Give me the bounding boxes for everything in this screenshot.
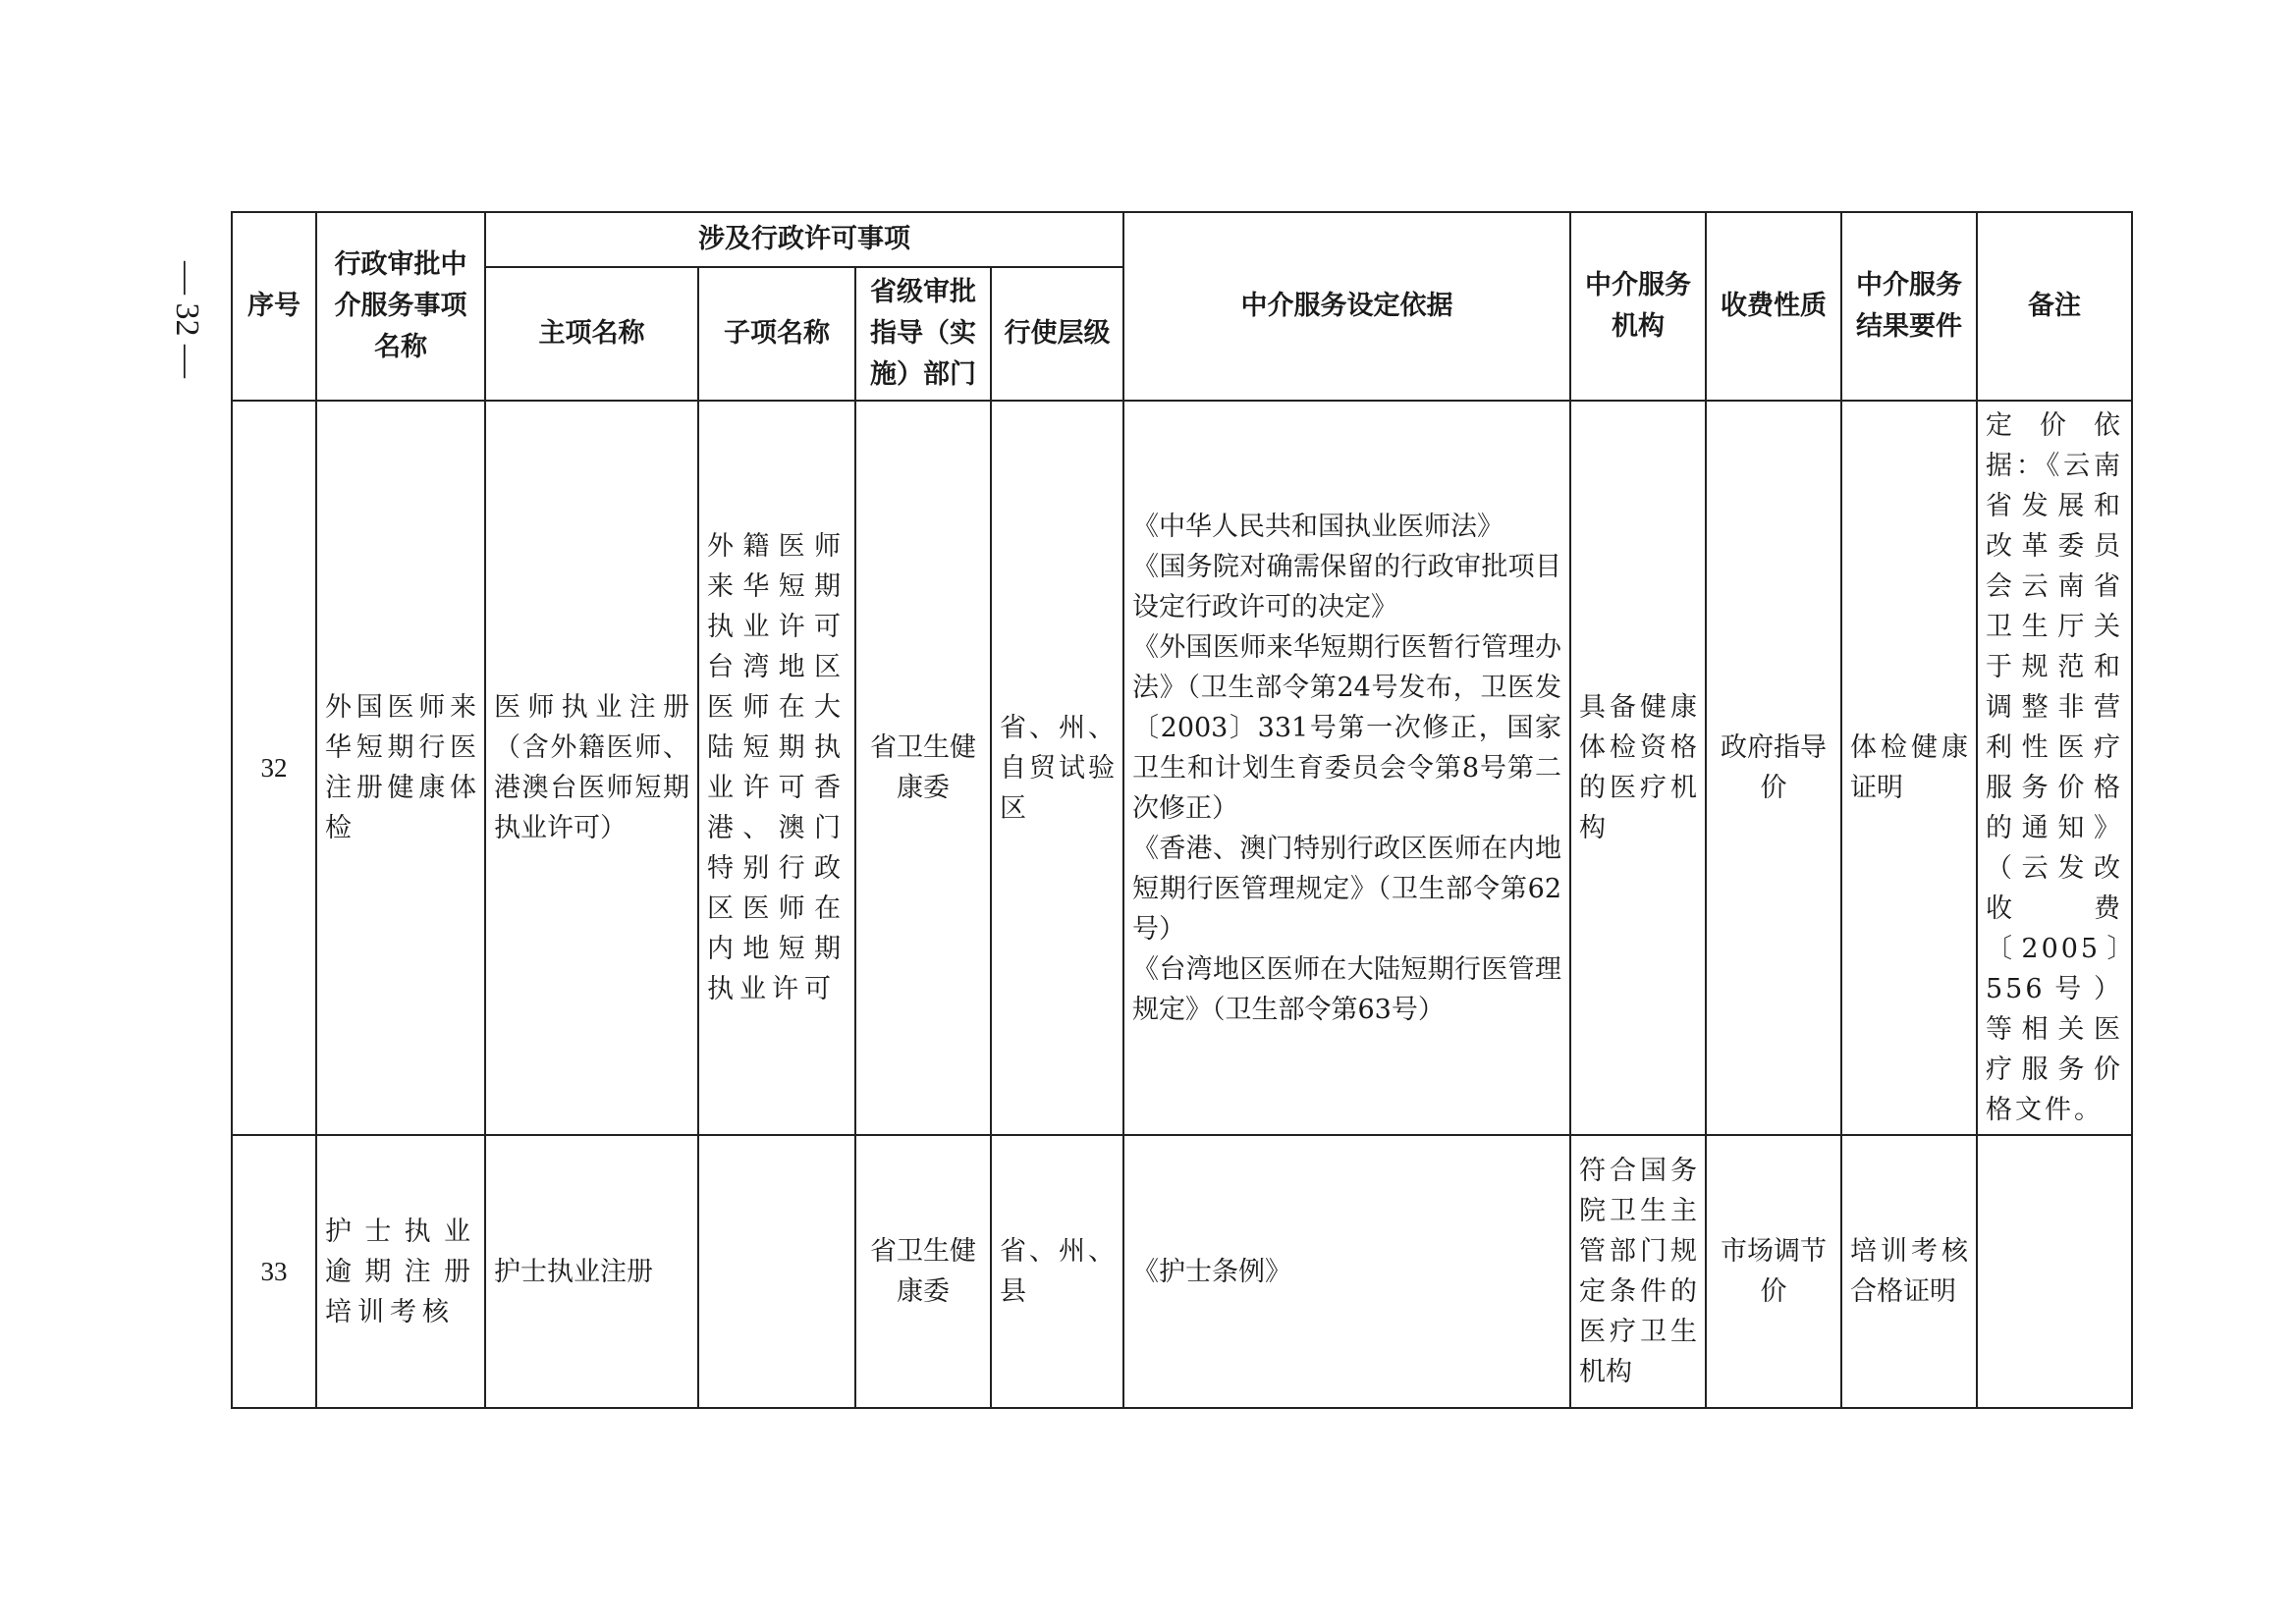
header-fee-type: 收费性质 bbox=[1706, 212, 1841, 401]
cell-item-name: 护士执业逾期注册培训考核 bbox=[316, 1135, 485, 1408]
basis-line: 《台湾地区医师在大陆短期行医管理规定》（卫生部令第63号） bbox=[1132, 953, 1561, 1025]
header-row-1 bbox=[232, 212, 2132, 267]
cell-remark: 定价依据：《云南省发展和改革委员会云南省卫生厅关于规范和调整非营利性医疗服务价格的通知》（云发改收费〔2005〕556号）等相关医疗服务价格文件。 bbox=[1977, 401, 2132, 1135]
cell-agency: 符合国务院卫生主管部门规定条件的医疗卫生机构 bbox=[1570, 1135, 1706, 1408]
cell-sub-item: 外籍医师来华短期执业许可台湾地区医师在大陆短期执业许可香港、澳门特别行政区医师在内地短期执业许可 bbox=[698, 401, 855, 1135]
header-level: 行使层级 bbox=[991, 267, 1123, 401]
cell-fee-type: 政府指导价 bbox=[1706, 401, 1841, 1135]
cell-remark bbox=[1977, 1135, 2132, 1408]
basis-line: 《国务院对确需保留的行政审批项目设定行政许可的决定》 bbox=[1132, 551, 1561, 622]
page-number: — 32 — bbox=[169, 260, 205, 378]
header-seq: 序号 bbox=[232, 212, 316, 401]
basis-line: 《中华人民共和国执业医师法》 bbox=[1132, 511, 1503, 542]
cell-level: 省、州、自贸试验区 bbox=[991, 401, 1123, 1135]
header-basis: 中介服务设定依据 bbox=[1123, 212, 1570, 401]
cell-result: 体检健康证明 bbox=[1841, 401, 1977, 1135]
cell-result: 培训考核合格证明 bbox=[1841, 1135, 1977, 1408]
basis-line: 《护士条例》 bbox=[1132, 1256, 1291, 1287]
header-item-name: 行政审批中介服务事项名称 bbox=[316, 212, 485, 401]
table-row bbox=[232, 1135, 2132, 1408]
cell-basis bbox=[1123, 1135, 1570, 1408]
cell-dept: 省卫生健康委 bbox=[855, 401, 991, 1135]
basis-line: 《外国医师来华短期行医暂行管理办法》（卫生部令第24号发布，卫医发〔2003〕331号第一次修正，国家卫生和计划生育委员会令第8号第二次修正） bbox=[1132, 631, 1561, 824]
header-agency: 中介服务机构 bbox=[1570, 212, 1706, 401]
intermediary-services-table bbox=[231, 211, 2133, 1409]
table-row bbox=[232, 401, 2132, 1135]
cell-basis bbox=[1123, 401, 1570, 1135]
header-result: 中介服务结果要件 bbox=[1841, 212, 1977, 401]
cell-main-item: 医师执业注册（含外籍医师、港澳台医师短期执业许可） bbox=[485, 401, 698, 1135]
cell-seq: 32 bbox=[232, 401, 316, 1135]
cell-level: 省、州、县 bbox=[991, 1135, 1123, 1408]
header-permit-group: 涉及行政许可事项 bbox=[485, 212, 1123, 267]
cell-fee-type: 市场调节价 bbox=[1706, 1135, 1841, 1408]
cell-sub-item bbox=[698, 1135, 855, 1408]
header-main-item: 主项名称 bbox=[485, 267, 698, 401]
header-remark: 备注 bbox=[1977, 212, 2132, 401]
header-dept: 省级审批指导（实施）部门 bbox=[855, 267, 991, 401]
cell-item-name: 外国医师来华短期行医注册健康体检 bbox=[316, 401, 485, 1135]
basis-line: 《香港、澳门特别行政区医师在内地短期行医管理规定》（卫生部令第62号） bbox=[1132, 833, 1561, 945]
header-sub-item: 子项名称 bbox=[698, 267, 855, 401]
cell-main-item: 护士执业注册 bbox=[485, 1135, 698, 1408]
cell-dept: 省卫生健康委 bbox=[855, 1135, 991, 1408]
cell-seq: 33 bbox=[232, 1135, 316, 1408]
cell-agency: 具备健康体检资格的医疗机构 bbox=[1570, 401, 1706, 1135]
